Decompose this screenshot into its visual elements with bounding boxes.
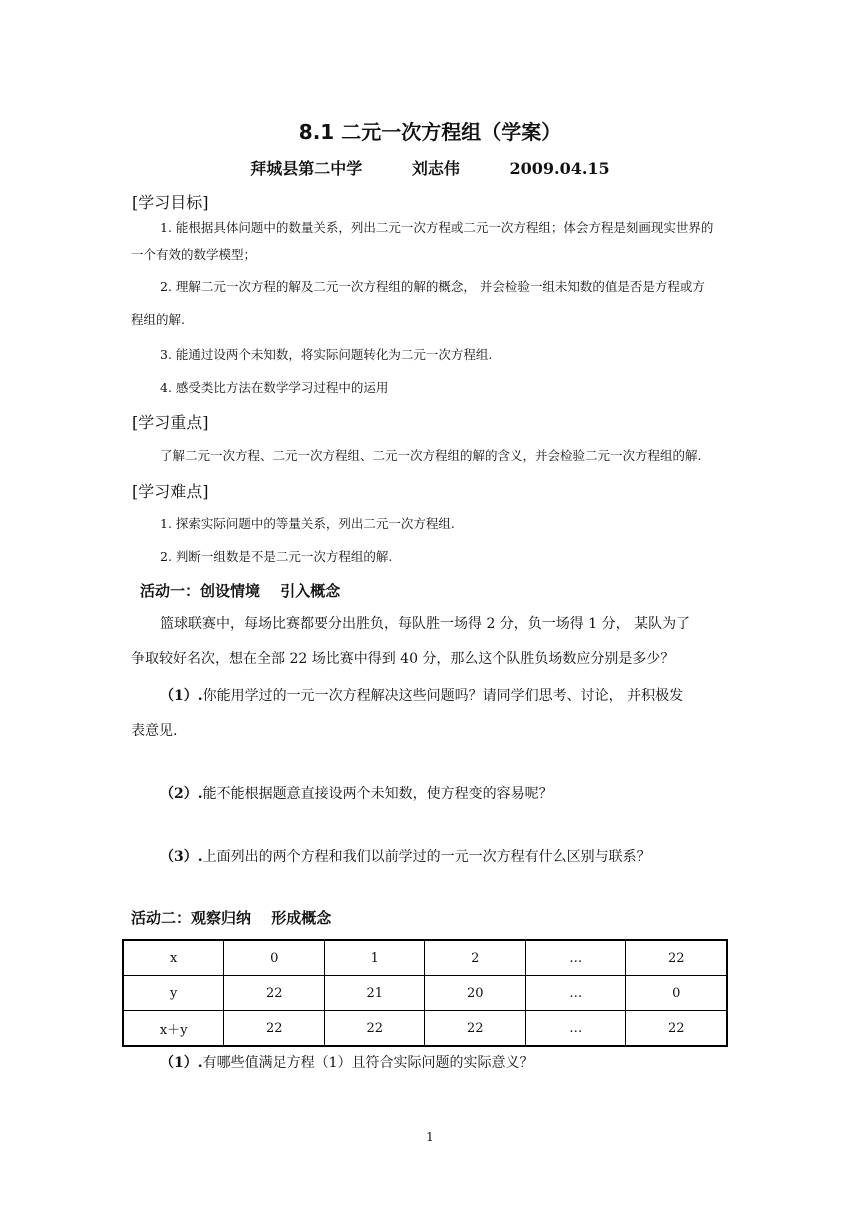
table-cell: 22 xyxy=(425,1011,526,1047)
objective-4: 4. 感受类比方法在数学学习过程中的运用 xyxy=(160,380,389,395)
page-title: 8.1 二元一次方程组（学案） xyxy=(298,120,562,144)
activity2-question-1-text: 有哪些值满足方程（1）且符合实际问题的实际意义？ xyxy=(202,1055,534,1071)
table-cell: y xyxy=(123,976,224,1011)
values-table xyxy=(122,939,728,1047)
question-1-label: （1）. xyxy=(160,688,203,704)
table-cell: 22 xyxy=(324,1011,425,1047)
table-cell: x＋y xyxy=(123,1011,224,1047)
activity1-question-1-line2: 表意见. xyxy=(131,723,178,739)
objective-3: 3. 能通过设两个未知数，将实际问题转化为二元一次方程组. xyxy=(160,347,493,362)
activity1-problem-line2: 争取较好名次，想在全部 22 场比赛中得到 40 分，那么这个队胜负场数应分别是多少？ xyxy=(131,651,675,667)
table-row xyxy=(123,940,727,976)
key-points-heading: [学习重点] xyxy=(132,413,209,432)
table-cell: … xyxy=(526,976,626,1011)
activity1-problem-line1: 篮球联赛中，每场比赛都要分出胜负，每队胜一场得 2 分，负一场得 1 分， 某队为了 xyxy=(160,616,691,632)
activity1-heading: 活动一：创设情境 引入概念 xyxy=(140,582,341,600)
activity2-question-1 xyxy=(160,1052,534,1072)
table-row xyxy=(123,1011,727,1047)
author-name: 刘志伟 xyxy=(411,159,460,178)
question-3-label: （3）. xyxy=(160,849,203,865)
table-cell: 22 xyxy=(626,940,727,976)
difficulties-heading: [学习难点] xyxy=(132,482,209,501)
question-2-label: （2）. xyxy=(160,786,203,802)
objectives-heading: [学习目标] xyxy=(132,193,209,212)
table-row xyxy=(123,976,727,1011)
table-cell: 20 xyxy=(425,976,526,1011)
activity2-heading: 活动二：观察归纳 形成概念 xyxy=(131,909,332,927)
objective-2-line1: 2. 理解二元一次方程的解及二元一次方程组的解的概念， 并会检验一组未知数的值是否是方程或方 xyxy=(160,279,705,294)
table-cell: 2 xyxy=(425,940,526,976)
table-cell: 0 xyxy=(224,940,325,976)
difficulty-1: 1. 探索实际问题中的等量关系，列出二元一次方程组. xyxy=(160,516,455,531)
difficulty-2: 2. 判断一组数是不是二元一次方程组的解. xyxy=(160,549,393,564)
subtitle xyxy=(0,156,860,179)
objective-1-line2: 一个有效的数学模型； xyxy=(131,247,257,262)
activity1-question-2 xyxy=(160,783,553,803)
table-cell: x xyxy=(123,940,224,976)
table-cell: … xyxy=(526,1011,626,1047)
activity1-question-1 xyxy=(160,685,683,705)
table-cell: 22 xyxy=(626,1011,727,1047)
table-cell: 22 xyxy=(224,1011,325,1047)
objective-2-line2: 程组的解. xyxy=(131,312,185,327)
question-2-text: 能不能根据题意直接设两个未知数，使方程变的容易呢？ xyxy=(202,786,553,802)
date: 2009.04.15 xyxy=(509,159,610,178)
table-cell: 1 xyxy=(324,940,425,976)
table-cell: … xyxy=(526,940,626,976)
activity1-question-3 xyxy=(160,846,651,866)
activity2-question-1-label: （1）. xyxy=(160,1055,203,1071)
question-3-text: 上面列出的两个方程和我们以前学过的一元一次方程有什么区别与联系？ xyxy=(202,849,651,865)
key-points-text: 了解二元一次方程、二元一次方程组、二元一次方程组的解的含义，并会检验二元一次方程组的解. xyxy=(160,448,702,463)
table-cell: 22 xyxy=(224,976,325,1011)
school-name: 拜城县第二中学 xyxy=(250,159,363,178)
page-number: 1 xyxy=(426,1130,434,1144)
table-cell: 0 xyxy=(626,976,727,1011)
question-1-line1: 你能用学过的一元一次方程解决这些问题吗？请同学们思考、讨论， 并积极发 xyxy=(202,688,684,704)
objective-1-line1: 1. 能根据具体问题中的数量关系，列出二元一次方程或二元一次方程组；体会方程是刻画现实世界的 xyxy=(160,220,714,235)
table-cell: 21 xyxy=(324,976,425,1011)
